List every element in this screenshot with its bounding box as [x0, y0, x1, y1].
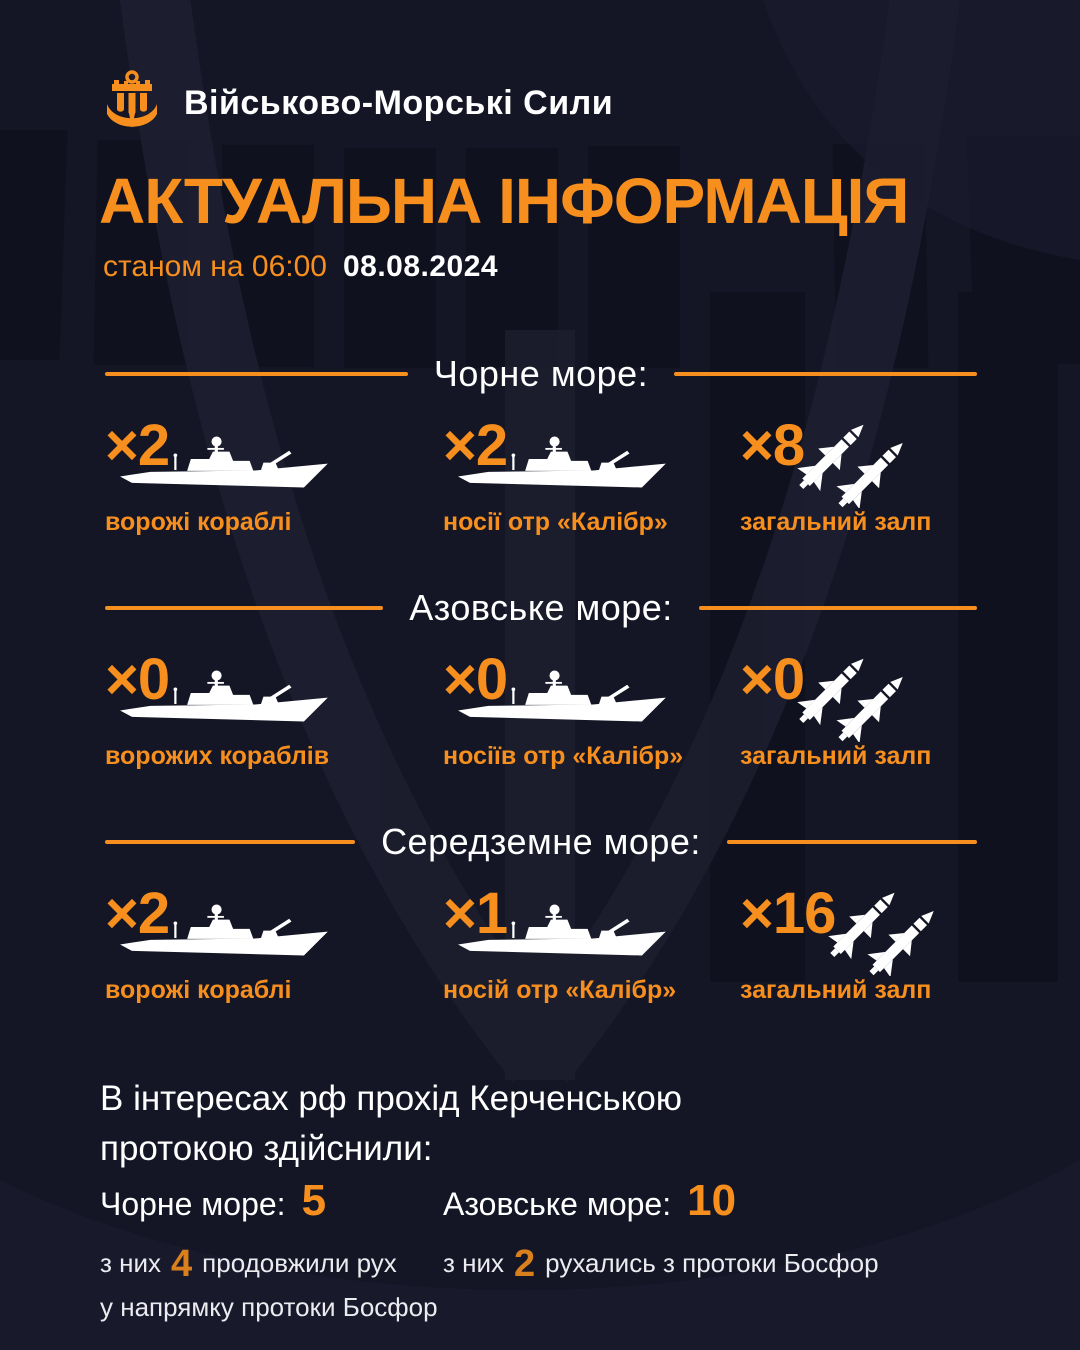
kerch-strait-heading: В інтересах рф прохід Керченською протокою здійснили: [100, 1079, 683, 1168]
sea-total: 5 [301, 1176, 327, 1225]
stat-total-salvo [740, 413, 977, 537]
sea-note [443, 1238, 879, 1290]
stat-count: ×16 [740, 881, 836, 946]
sea-name: Чорне море: [100, 1186, 286, 1222]
kerch-black-sea-column [100, 1176, 438, 1326]
note-prefix: з них [443, 1248, 505, 1278]
stat-count: ×1 [443, 881, 508, 946]
stat-count: ×8 [740, 413, 805, 478]
sea-total: 10 [687, 1176, 737, 1225]
brand-header [104, 68, 613, 138]
stat-kalibr-carriers [443, 881, 740, 1005]
note-number: 4 [171, 1243, 193, 1285]
stat-label: носії отр «Калібр» [443, 508, 668, 536]
section-header [105, 352, 977, 396]
stat-count: ×0 [740, 647, 805, 712]
stats-row [105, 413, 977, 537]
section-header [105, 586, 977, 630]
divider-line [105, 606, 383, 610]
section-black-sea [105, 352, 977, 537]
stat-count: ×2 [105, 881, 170, 946]
stat-label: носіїв отр «Калібр» [443, 742, 684, 770]
stat-label: ворожі кораблі [105, 976, 292, 1004]
navy-anchor-trident-icon [104, 68, 160, 138]
note-text: продовжили рух [202, 1248, 397, 1278]
missiles-icon [790, 420, 916, 508]
note-text-line2: у напрямку протоки Босфор [100, 1292, 438, 1323]
brand-name: Військово-Морські Сили [184, 83, 614, 122]
divider-line [727, 840, 977, 844]
stat-label: загальний залп [740, 976, 932, 1004]
note-text: рухались з протоки Босфор [545, 1248, 879, 1278]
report-date: 08.08.2024 [342, 250, 499, 283]
section-mediterranean-sea [105, 820, 977, 1005]
note-prefix: з них [100, 1248, 162, 1278]
divider-line [105, 372, 408, 376]
stat-kalibr-carriers [443, 413, 740, 537]
stat-count: ×0 [105, 647, 170, 712]
stat-total-salvo [740, 647, 977, 771]
missiles-icon [790, 654, 916, 742]
as-of-line [103, 250, 498, 284]
stat-enemy-ships [105, 647, 443, 771]
stats-row [105, 647, 977, 771]
stat-count: ×2 [105, 413, 170, 478]
stat-enemy-ships [105, 413, 443, 537]
stat-total-salvo [740, 881, 977, 1005]
stats-row [105, 881, 977, 1005]
stat-label: ворожі кораблі [105, 508, 292, 536]
missiles-icon [821, 888, 947, 976]
stat-label: загальний залп [740, 742, 932, 770]
sea-note [100, 1238, 438, 1326]
divider-line [105, 840, 355, 844]
kerch-azov-sea-column [443, 1176, 879, 1290]
page-title: АКТУАЛЬНА ІНФОРМАЦІЯ [99, 165, 909, 237]
stat-label: загальний залп [740, 508, 932, 536]
section-azov-sea [105, 586, 977, 771]
divider-line [674, 372, 977, 376]
stat-label: носій отр «Калібр» [443, 976, 677, 1004]
stat-count: ×2 [443, 413, 508, 478]
section-header [105, 820, 977, 864]
stat-label: ворожих кораблів [105, 742, 330, 770]
section-title: Середземне море: [381, 821, 701, 862]
divider-line [699, 606, 977, 610]
note-number: 2 [514, 1243, 536, 1285]
section-title: Чорне море: [433, 353, 649, 394]
as-of-time: станом на 06:00 [103, 250, 327, 283]
stat-count: ×0 [443, 647, 508, 712]
stat-kalibr-carriers [443, 647, 740, 771]
sea-name: Азовське море: [443, 1186, 672, 1222]
stat-enemy-ships [105, 881, 443, 1005]
section-title: Азовське море: [409, 587, 673, 628]
